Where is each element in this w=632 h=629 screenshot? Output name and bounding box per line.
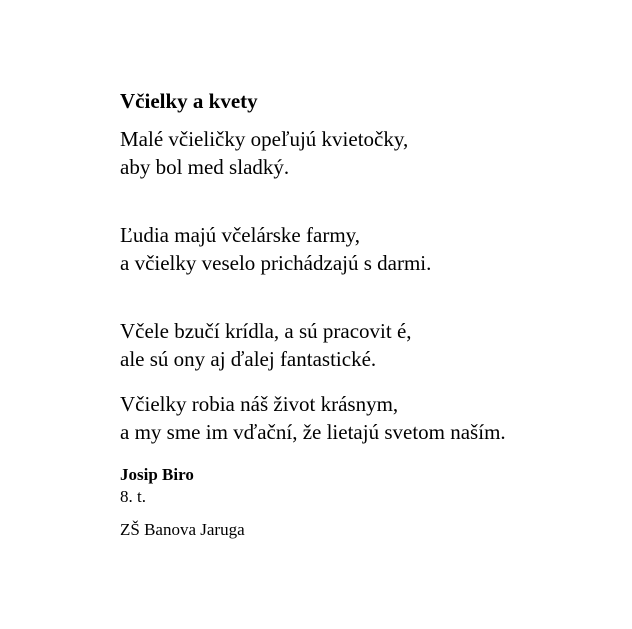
- stanza-line: Včielky robia náš život krásnym,: [120, 392, 399, 416]
- stanza-line: a včielky veselo prichádzajú s darmi.: [120, 251, 432, 275]
- stanza-line: ale sú ony aj ďalej fantastické.: [120, 347, 377, 371]
- stanza-1: [120, 125, 620, 181]
- stanza-line: aby bol med sladký.: [120, 155, 290, 179]
- poem-document: [120, 88, 620, 541]
- stanza-line: Ľudia majú včelárske farmy,: [120, 223, 361, 247]
- author-name: Josip Biro: [120, 465, 194, 484]
- poem-title: Včielky a kvety: [120, 89, 258, 113]
- author-grade: 8. t.: [120, 487, 146, 506]
- stanza-line: Malé včieličky opeľujú kvietočky,: [120, 127, 409, 151]
- author-school: ZŠ Banova Jaruga: [120, 520, 245, 539]
- stanza-2: [120, 221, 620, 277]
- stanza-3: [120, 317, 620, 373]
- stanza-line: a my sme im vďační, že lietajú svetom naším.: [120, 420, 506, 444]
- stanza-4: [120, 390, 620, 446]
- stanza-line: Včele bzučí krídla, a sú pracovit é,: [120, 319, 412, 343]
